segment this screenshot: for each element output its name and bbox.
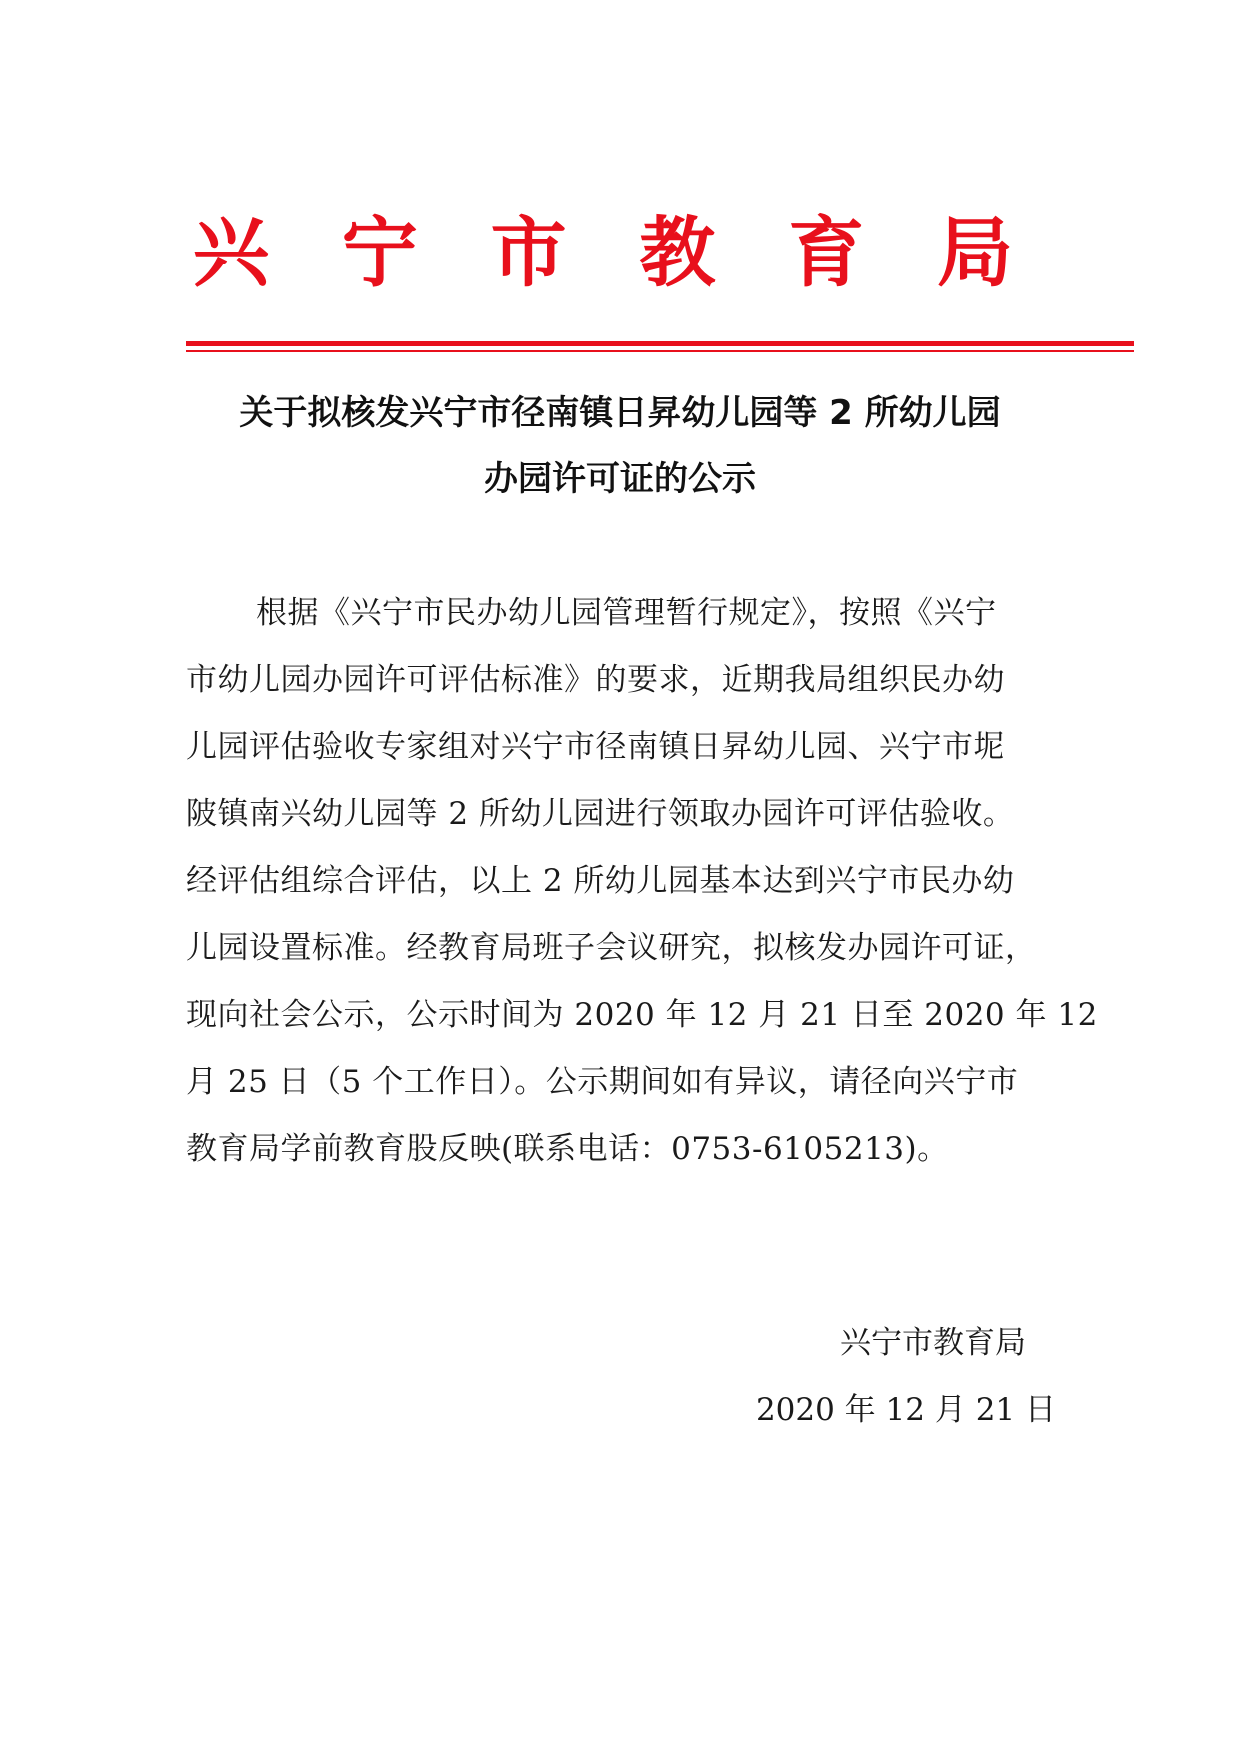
body-line: 教育局学前教育股反映(联系电话：0753-6105213)。 (186, 1131, 949, 1167)
masthead-char: 市 (490, 208, 567, 297)
body-line: 经评估组综合评估，以上 2 所幼儿园基本达到兴宁市民办幼 (186, 863, 1015, 899)
masthead-char: 宁 (341, 208, 418, 297)
signature-date: 2020 年 12 月 21 日 (755, 1392, 1056, 1428)
body-line: 现向社会公示，公示时间为 2020 年 12 月 21 日至 2020 年 12 (186, 997, 1098, 1033)
signature-block (700, 1310, 1056, 1444)
body-line: 市幼儿园办园许可评估标准》的要求，近期我局组织民办幼 (186, 662, 1005, 698)
title-line: 办园许可证的公示 (484, 459, 756, 499)
body-line: 儿园评估验收专家组对兴宁市径南镇日昇幼儿园、兴宁市坭 (186, 729, 1005, 765)
signature-org: 兴宁市教育局 (840, 1325, 1026, 1361)
masthead (186, 208, 1020, 298)
document-body (186, 580, 1098, 1183)
body-line: 月 25 日（5 个工作日）。公示期间如有异议，请径向兴宁市 (186, 1064, 1019, 1100)
body-line: 根据《兴宁市民办幼儿园管理暂行规定》，按照《兴宁 (256, 595, 997, 631)
masthead-char: 局 (936, 208, 1013, 297)
masthead-char: 教 (639, 208, 716, 297)
masthead-char: 兴 (193, 208, 269, 297)
document-title (186, 380, 1054, 512)
body-line: 儿园设置标准。经教育局班子会议研究，拟核发办园许可证， (186, 930, 1037, 966)
masthead-rule-thin (186, 350, 1134, 352)
masthead-char: 育 (788, 208, 865, 297)
masthead-rule-thick (186, 341, 1134, 346)
title-line: 关于拟核发兴宁市径南镇日昇幼儿园等 2 所幼儿园 (239, 393, 1001, 433)
body-line: 陂镇南兴幼儿园等 2 所幼儿园进行领取办园许可评估验收。 (186, 796, 1015, 832)
